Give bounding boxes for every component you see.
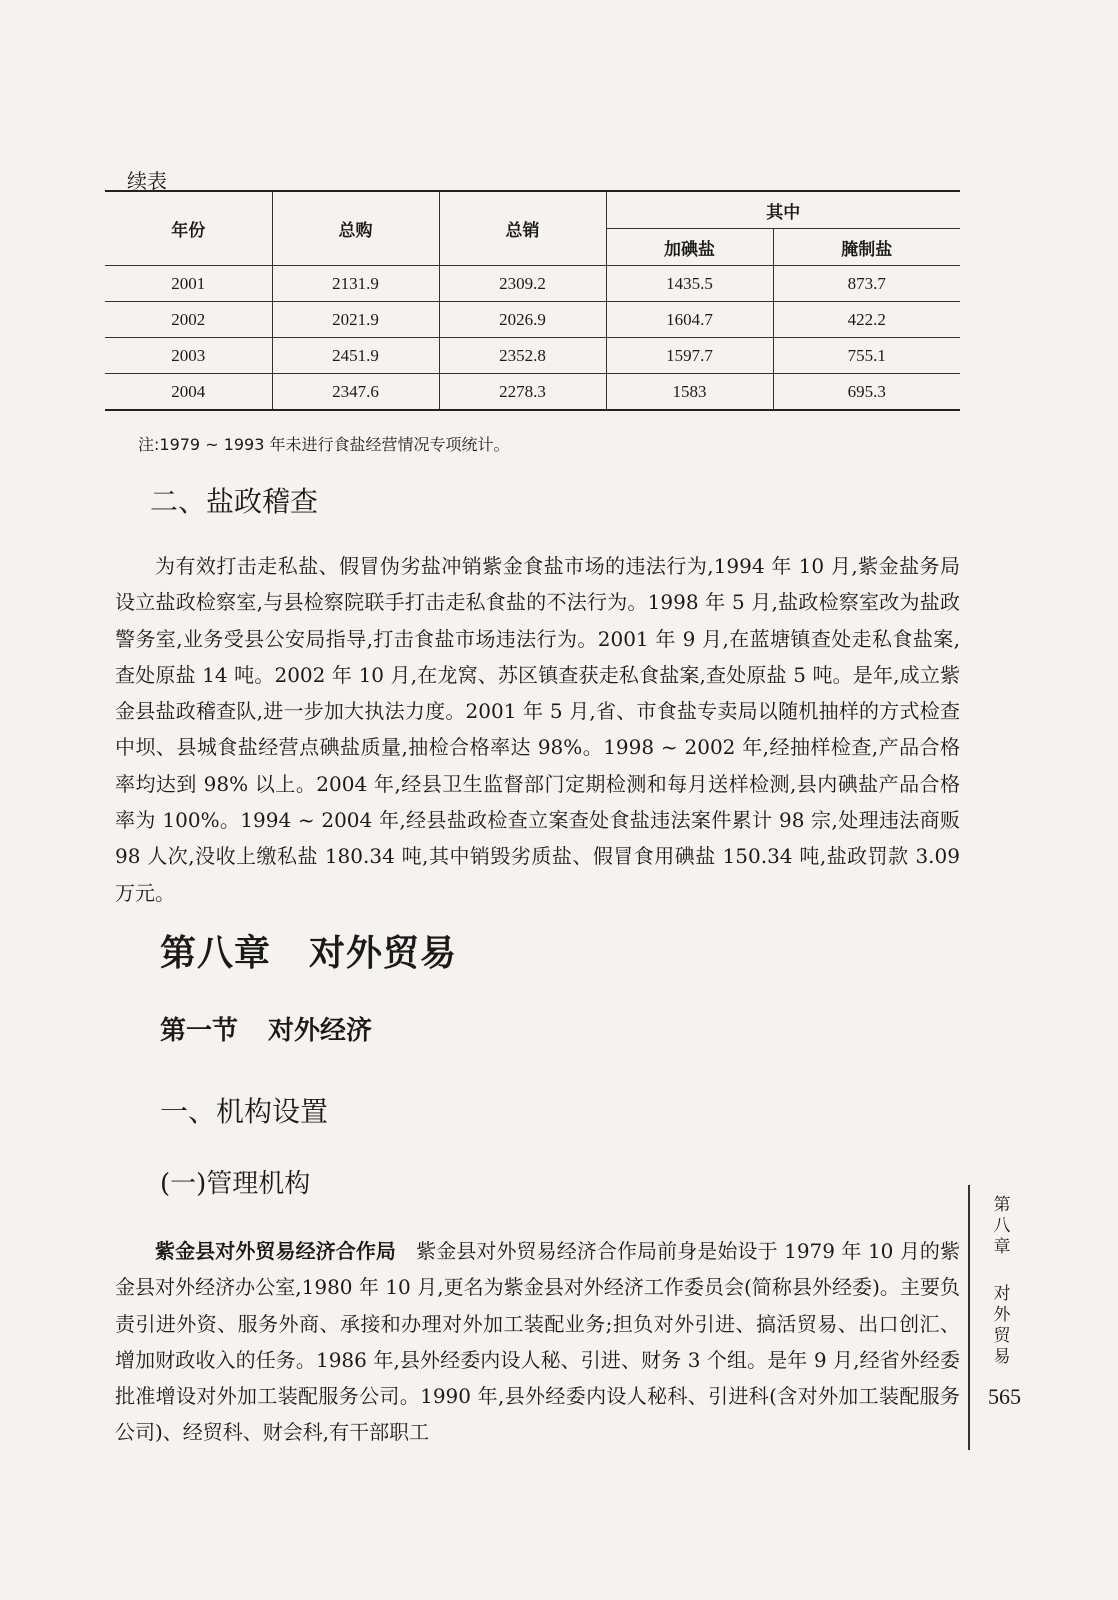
- cell-purchase: 2131.9: [272, 266, 439, 302]
- cell-iodized: 1604.7: [606, 302, 773, 338]
- chapter-name: 对外贸易: [309, 932, 458, 974]
- salt-sales-table: [105, 190, 960, 411]
- cell-purchase: 2021.9: [272, 302, 439, 338]
- running-chapter-label: [990, 1195, 1014, 1368]
- header-iodized-salt: 加碘盐: [606, 229, 773, 266]
- paragraph-body: 紫金县对外贸易经济合作局前身是始设于 1979 年 10 月的紫金县对外经济办公室,1980 年 10 月,更名为紫金县对外经济工作委员会(简称县外经委)。主要负责引进外资、服务外商、承接和办理对外加工装配业务;担负对外引进、搞活贸易、出口创汇、增加财政收入的任务。1986 年,县外经委内设人秘、引进、财务 3 个组。是年 9 月,经省外经委批准增设对外加工装配服务公司。1990 年,县外经委内设人秘科、引进科(含对外加工装配服务公司)、经贸科、财会科,有干部职工: [115, 1239, 961, 1445]
- cell-sales: 2026.9: [439, 302, 606, 338]
- cell-iodized: 1435.5: [606, 266, 773, 302]
- side-chapter: 第八章: [993, 1195, 1011, 1257]
- cell-purchase: 2347.6: [272, 374, 439, 411]
- cell-pickling: 695.3: [773, 374, 960, 411]
- header-year: 年份: [105, 191, 272, 266]
- lead-gap: [396, 1239, 416, 1263]
- table-note: 注:1979 ~ 1993 年未进行食盐经营情况专项统计。: [138, 435, 510, 454]
- header-of-which: 其中: [606, 191, 960, 229]
- cell-iodized: 1583: [606, 374, 773, 411]
- section-name: 对外经济: [268, 1016, 373, 1046]
- salt-inspection-paragraph: 为有效打击走私盐、假冒伪劣盐冲销紫金食盐市场的违法行为,1994 年 10 月,紫金盐务局设立盐政检察室,与县检察院联手打击走私食盐的不法行为。1998 年 5 月,盐政检察室改为盐政警务室,业务受县公安局指导,打击食盐市场违法行为。2001 年 9 月,在蓝塘镇查处走私食盐案,查处原盐 14 吨。2002 年 10 月,在龙窝、苏区镇查获走私食盐案,查处原盐 5 吨。是年,成立紫金县盐政稽查队,进一步加大执法力度。2001 年 5 月,省、市食盐专卖局以随机抽样的方式检查中坝、县城食盐经营点碘盐质量,抽检合格率达 98%。1998 ~ 2002 年,经抽样检查,产品合格率均达到 98% 以上。2004 年,经县卫生监督部门定期检测和每月送样检测,县内碘盐产品合格率为 100%。1994 ~ 2004 年,经县盐政检查立案查处食盐违法案件累计 98 宗,处理违法商贩 98 人次,没收上缴私盐 180.34 吨,其中销毁劣质盐、假冒食用碘盐 150.34 吨,盐政罚款 3.09 万元。: [115, 554, 960, 905]
- side-rule: [968, 1185, 970, 1450]
- section-title: [160, 1010, 372, 1047]
- cell-pickling: 873.7: [773, 266, 960, 302]
- subheading-management: (一)管理机构: [160, 1169, 311, 1199]
- table-row: [105, 266, 960, 302]
- header-total-purchase: 总购: [272, 191, 439, 266]
- cell-purchase: 2451.9: [272, 338, 439, 374]
- cell-sales: 2278.3: [439, 374, 606, 411]
- cell-pickling: 755.1: [773, 338, 960, 374]
- page-number: 565: [988, 1384, 1021, 1409]
- header-total-sales: 总销: [439, 191, 606, 266]
- cell-year: 2004: [105, 374, 272, 411]
- header-pickling-salt: 腌制盐: [773, 229, 960, 266]
- chapter-title: [160, 925, 457, 976]
- cell-sales: 2309.2: [439, 266, 606, 302]
- cell-year: 2001: [105, 266, 272, 302]
- table-row: [105, 338, 960, 374]
- section-heading-salt-inspection: 二、盐政稽查: [150, 485, 319, 518]
- subheading-organization: 一、机构设置: [160, 1095, 329, 1128]
- cell-iodized: 1597.7: [606, 338, 773, 374]
- organization-paragraph: [115, 1233, 960, 1451]
- cell-year: 2002: [105, 302, 272, 338]
- cell-year: 2003: [105, 338, 272, 374]
- paragraph-lead: 紫金县对外贸易经济合作局: [155, 1239, 397, 1263]
- table-row: [105, 302, 960, 338]
- continued-table-label: 续表: [127, 169, 167, 193]
- cell-pickling: 422.2: [773, 302, 960, 338]
- chapter-number: 第八章: [160, 932, 272, 974]
- side-title: 对外贸易: [993, 1284, 1011, 1367]
- cell-sales: 2352.8: [439, 338, 606, 374]
- section-number: 第一节: [160, 1016, 239, 1046]
- table-row: [105, 374, 960, 411]
